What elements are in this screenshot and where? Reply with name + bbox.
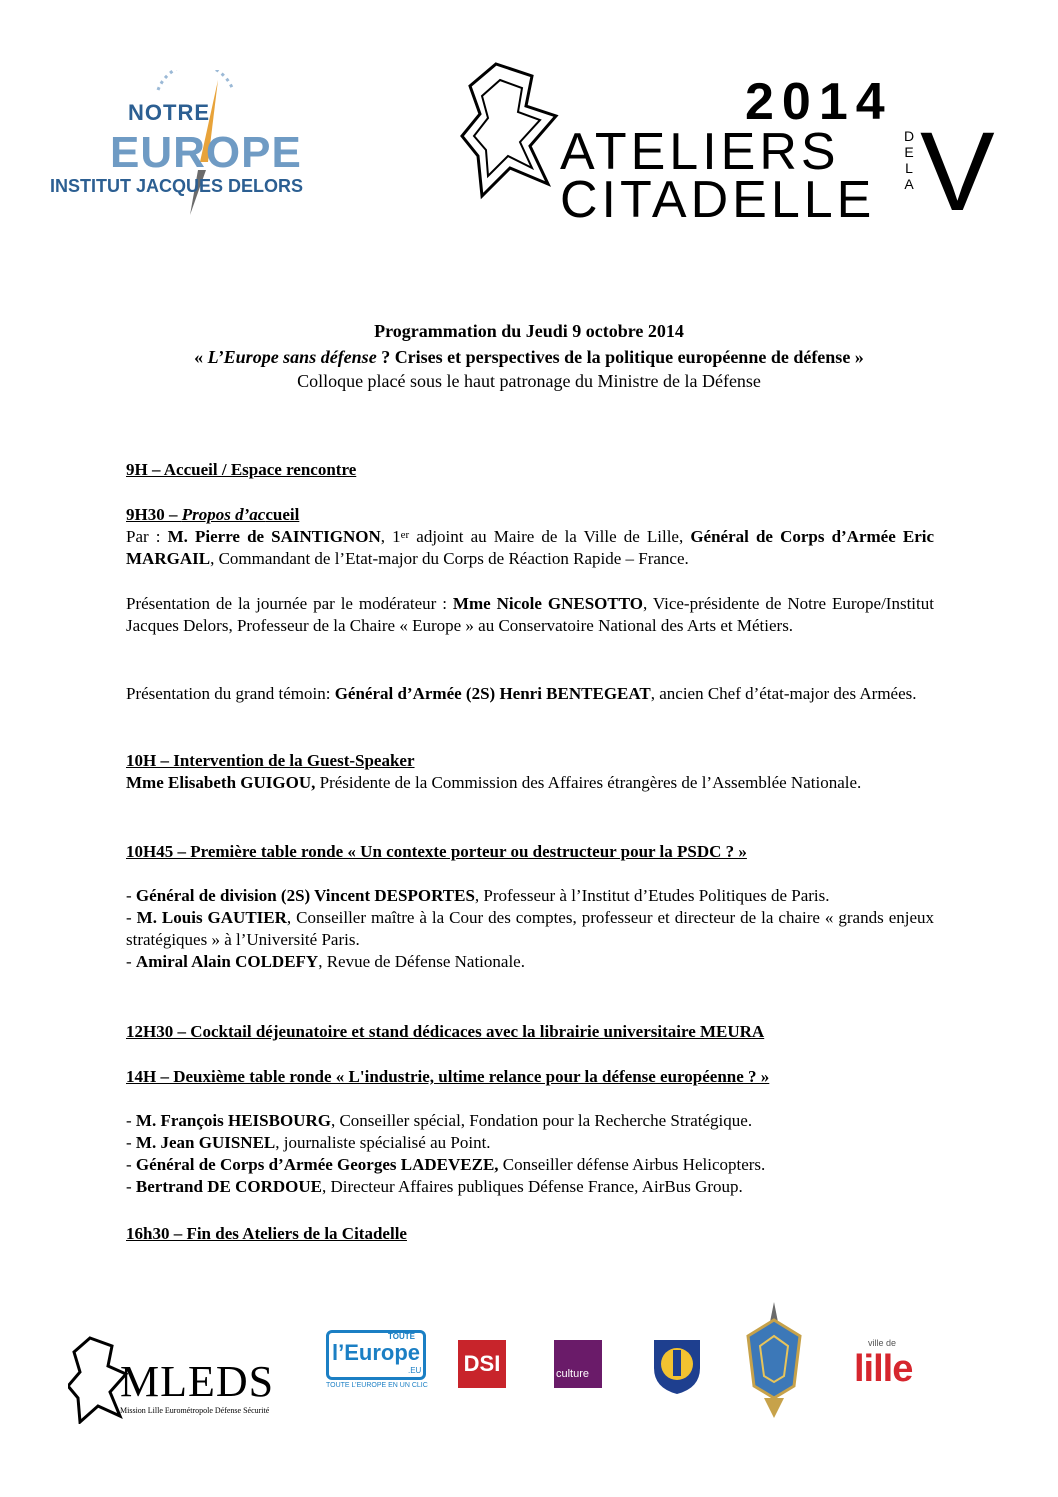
france-culture-logo [554,1340,602,1388]
speaker-name: Général de Corps d’Armée Georges LADEVEZE, [135,1155,499,1174]
logo-institut: INSTITUT JACQUES DELORS [50,176,304,196]
toute-leurope-tagline: TOUTE L’EUROPE EN UN CLIC [326,1382,428,1389]
speaker-role: adjoint au Maire de la Ville de Lille, [409,527,691,546]
table-ronde-1-speakers [126,885,934,973]
moderator-role: , Vice-présidente de Notre Europe/Institut Jacques Delors, Professeur de la Chaire « Europe » au Conservatoire National des Arts et Métiers. [126,594,934,635]
logo-de-la: DELA [903,128,915,192]
section-cocktail [126,1021,934,1043]
subtitle-open: « [194,347,208,367]
moderator-prefix: Présentation de la journée par le modérateur : [126,594,453,613]
speaker-ordinal-sup: er [400,529,410,541]
speaker-name: M. Louis GAUTIER [136,908,287,927]
page-subtitle [0,346,1058,368]
witness-prefix: Présentation du grand témoin: [126,684,335,703]
speaker-role: , Directeur Affaires publiques Défense France, AirBus Group. [321,1177,743,1196]
lille-ville-de: ville de [868,1338,897,1348]
notre-europe-logo [48,70,368,220]
section-heading: 12H30 – Cocktail déjeunatoire et stand dédicaces avec la librairie universitaire MEURA [126,1022,765,1041]
speaker-role: Présidente de la Commission des Affaires étrangères de l’Assemblée Nationale. [315,773,862,792]
witness-role: , ancien Chef d’état-major des Armées. [650,684,917,703]
section-heading: 9H – Accueil / Espace rencontre [126,460,357,479]
section-table-ronde-1 [126,841,934,863]
section-propos-accueil [126,504,934,570]
section-heading: 16h30 – Fin des Ateliers de la Citadelle [126,1224,407,1243]
ville-de-lille-logo [852,1338,914,1394]
logo-europe: EUROPE [110,128,302,177]
list-dash: - [126,1133,136,1152]
logo-citadelle: CITADELLE [560,171,876,229]
speaker-role: , Conseiller spécial, Fondation pour la Recherche Stratégique. [330,1111,753,1130]
list-dash: - [126,1155,136,1174]
speaker-name: M. Pierre de SAINTIGNON [167,527,381,546]
mleds-name: MLEDS [120,1357,275,1406]
speaker-name: M. Jean GUISNEL [135,1133,276,1152]
moderator-paragraph [126,593,934,637]
speaker-name: Général de Corps d’Armée Eric MARGAIL [126,527,935,568]
table-ronde-2-speakers [126,1110,934,1198]
list-item [126,1154,934,1176]
region-emblem-icon [648,1334,706,1396]
speaker-name: Amiral Alain COLDEFY [135,952,319,971]
ateliers-citadelle-logo [460,56,1030,234]
list-dash: - [126,1111,136,1130]
list-item [126,1176,934,1198]
section-guest-speaker [126,750,934,794]
section-table-ronde-2 [126,1066,934,1088]
witness-paragraph [126,683,934,705]
logo-ateliers: ATELIERS [560,123,840,181]
moderator-name: Mme Nicole GNESOTTO [452,594,643,613]
toute-leurope-word: l’Europe [332,1340,421,1365]
speakers-paragraph [126,526,934,570]
section-fin [126,1223,934,1245]
section-heading: 10H – Intervention de la Guest-Speaker [126,751,415,770]
gendarmerie-crest-logo [744,1302,804,1420]
subtitle-italic: L’Europe sans défense [207,347,377,367]
witness-name: Général d’Armée (2S) Henri BENTEGEAT [334,684,651,703]
nord-pas-de-calais-logo [648,1334,706,1396]
list-dash: - [126,1177,136,1196]
lille-name: lille [854,1348,913,1390]
page-title: Programmation du Jeudi 9 octobre 2014 [374,321,684,341]
section-heading: 14H – Deuxième table ronde « L'industrie, ultime relance pour la défense européenne ? » [126,1067,770,1086]
list-item [126,885,934,907]
speaker-name: Général de division (2S) Vincent DESPORTES [135,886,475,905]
toute-leurope-logo [326,1330,432,1392]
section-heading [126,504,934,526]
list-item [126,907,934,951]
speaker-role: , Professeur à l’Institut d’Etudes Politiques de Paris. [474,886,830,905]
speaker-ordinal: , 1 [380,527,401,546]
guest-speaker-paragraph [126,772,934,794]
mleds-citadel-icon [68,1334,128,1424]
section-accueil [126,459,934,481]
gendarmerie-crest-icon [744,1302,804,1420]
list-dash: - [126,908,137,927]
speaker-role: , journaliste spécialisé au Point. [275,1133,491,1152]
par-prefix: Par : [126,527,168,546]
speaker-role: , Conseiller maître à la Cour des comptes, professeur et directeur de la chaire « grands enjeux stratégiques » à l’Université Paris. [126,908,935,949]
list-item [126,951,934,973]
subtitle-rest: ? Crises et perspectives de la politique européenne de défense » [376,347,864,367]
france-culture-text: culture [556,1368,590,1380]
speaker-role: , Revue de Défense Nationale. [318,952,525,971]
speaker-name: Bertrand DE CORDOUE [135,1177,322,1196]
logo-notre: NOTRE [128,100,210,125]
list-item [126,1132,934,1154]
speaker-name: Mme Elisabeth GUIGOU, [126,773,316,792]
speaker-name: M. François HEISBOURG [135,1111,331,1130]
mleds-logo [68,1334,280,1424]
patronage-line: Colloque placé sous le haut patronage du Ministre de la Défense [297,371,761,391]
toute-leurope-eu: .EU [408,1366,422,1375]
heading-time: 9H30 – [126,505,182,524]
speaker-role: , Commandant de l’Etat-major du Corps de Réaction Rapide – France. [210,549,689,568]
logo-year: 2014 [745,73,893,131]
dsi-logo: DSI [458,1340,506,1388]
list-dash: - [126,886,136,905]
list-item [126,1110,934,1132]
speaker-role: Conseiller défense Airbus Helicopters. [498,1155,766,1174]
section-heading: 10H45 – Première table ronde « Un contexte porteur ou destructeur pour la PSDC ? » [126,842,747,861]
heading-rest: cueil [265,505,300,524]
toute-leurope-toute: TOUTE [388,1332,415,1341]
mleds-subtitle: Mission Lille Eurométropole Défense Sécurité [120,1406,270,1415]
list-dash: - [126,952,136,971]
logo-numeral: V [920,109,995,234]
heading-italic: Propos d’ac [181,505,266,524]
